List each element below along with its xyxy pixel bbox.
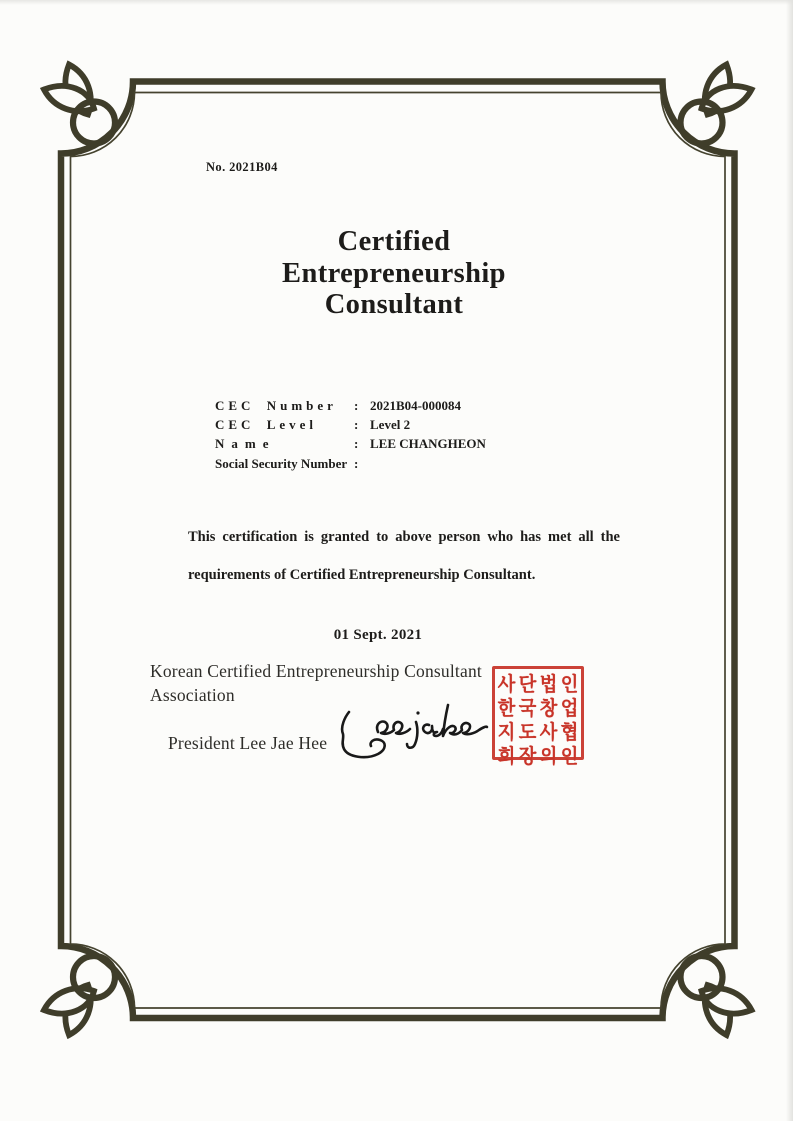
seal-character: 사 bbox=[497, 673, 516, 695]
statement-line-2: requirements of Certified Entrepreneurship Consultant. bbox=[188, 567, 536, 583]
seal-character: 사 bbox=[539, 721, 558, 743]
seal-character: 장 bbox=[518, 745, 537, 767]
field-row-name bbox=[215, 435, 486, 454]
seal-character: 도 bbox=[518, 721, 537, 743]
field-label: Name bbox=[215, 436, 276, 452]
credential-fields bbox=[215, 396, 486, 473]
field-value: 2021B04-000084 bbox=[370, 397, 461, 413]
seal-character: 단 bbox=[518, 673, 537, 695]
issue-date: 01 Sept. 2021 bbox=[333, 627, 423, 643]
seal-character: 인 bbox=[560, 673, 579, 695]
field-value: LEE CHANGHEON bbox=[370, 436, 486, 452]
field-label: Social Security Number bbox=[215, 455, 348, 471]
seal-character: 법 bbox=[539, 673, 558, 695]
field-colon: : bbox=[354, 416, 359, 432]
seal-character: 협 bbox=[560, 721, 579, 743]
seal-character: 한 bbox=[497, 697, 516, 719]
seal-character: 의 bbox=[539, 745, 558, 767]
field-colon: : bbox=[354, 455, 359, 471]
field-colon: : bbox=[354, 436, 359, 452]
field-label: CEC Number bbox=[215, 397, 337, 413]
corner-ornament-top-right bbox=[681, 65, 752, 144]
field-row-cec-level bbox=[215, 415, 486, 434]
statement-line-1: This certification is granted to above person who has met all the bbox=[188, 529, 620, 545]
certificate-title bbox=[58, 226, 730, 321]
issuer-line-1: Korean Certified Entrepreneurship Consultant bbox=[150, 661, 482, 681]
issuer-line-2: Association bbox=[150, 684, 235, 705]
corner-ornament-top-left bbox=[44, 65, 115, 144]
field-label: CEC Level bbox=[215, 416, 318, 432]
field-row-social-security-number bbox=[215, 454, 486, 473]
seal-character: 창 bbox=[539, 697, 558, 719]
president-signature bbox=[330, 692, 490, 770]
seal-character: 업 bbox=[560, 697, 579, 719]
title-line-2: Entrepreneurship bbox=[282, 257, 506, 289]
field-value: Level 2 bbox=[370, 416, 411, 432]
seal-stamp bbox=[492, 666, 584, 767]
corner-ornament-bottom-right bbox=[681, 956, 752, 1035]
seal-character: 회 bbox=[497, 745, 516, 767]
field-colon: : bbox=[354, 397, 359, 413]
seal-character: 국 bbox=[518, 697, 537, 719]
field-row-cec-number bbox=[215, 396, 486, 415]
seal-character: 지 bbox=[497, 721, 516, 743]
president-name: President Lee Jae Hee bbox=[168, 733, 328, 753]
title-line-3: Consultant bbox=[324, 289, 464, 320]
corner-ornament-bottom-left bbox=[44, 956, 115, 1035]
certification-statement bbox=[188, 518, 620, 594]
certificate-number: No. 2021B04 bbox=[206, 160, 278, 174]
title-line-1: Certified bbox=[337, 226, 451, 257]
seal-character: 인 bbox=[560, 745, 579, 767]
